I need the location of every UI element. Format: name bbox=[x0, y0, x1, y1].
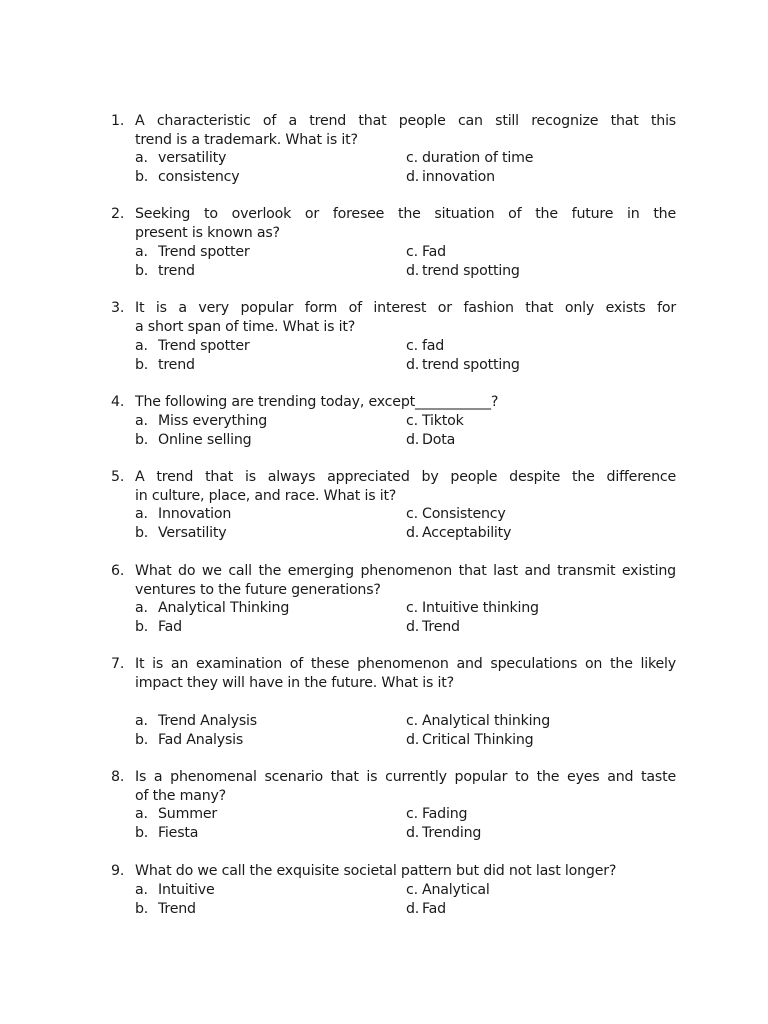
option-d[interactable] bbox=[0, 262, 768, 281]
question-number: 4. bbox=[111, 394, 125, 410]
option-letter: b. bbox=[135, 619, 149, 635]
option-c[interactable] bbox=[0, 599, 768, 618]
option-d[interactable] bbox=[0, 618, 768, 637]
option-text: consistency bbox=[158, 169, 240, 185]
option-letter: b. bbox=[135, 432, 149, 448]
option-letter: b. bbox=[135, 825, 149, 841]
question-stem-line: trend is a trademark. What is it? bbox=[135, 132, 358, 148]
option-letter: d. bbox=[406, 901, 420, 917]
option-letter: c. bbox=[406, 713, 418, 729]
option-letter: c. bbox=[406, 600, 418, 616]
option-text: Fad bbox=[422, 901, 446, 917]
option-letter: a. bbox=[135, 338, 148, 354]
option-d[interactable] bbox=[0, 356, 768, 375]
question-stem-line: What do we call the exquisite societal pattern but did not last longer? bbox=[135, 863, 617, 879]
question-stem-line: in culture, place, and race. What is it? bbox=[135, 488, 397, 504]
option-text: Trending bbox=[422, 825, 482, 841]
option-letter: c. bbox=[406, 882, 418, 898]
option-letter: a. bbox=[135, 244, 148, 260]
question-stem-line: What do we call the emerging phenomenon that last and transmit existing bbox=[135, 563, 676, 579]
option-letter: d. bbox=[406, 732, 420, 748]
option-letter: d. bbox=[406, 525, 420, 541]
option-text: Innovation bbox=[158, 506, 232, 522]
option-letter: c. bbox=[406, 244, 418, 260]
option-text: Fad bbox=[158, 619, 182, 635]
option-text: Summer bbox=[158, 806, 217, 822]
question-number: 9. bbox=[111, 863, 125, 879]
option-text: Intuitive thinking bbox=[422, 600, 539, 616]
option-letter: d. bbox=[406, 169, 420, 185]
option-text: Fading bbox=[422, 806, 468, 822]
option-c[interactable] bbox=[0, 805, 768, 824]
question-stem-line: The following are trending today, except___________? bbox=[135, 394, 499, 410]
question-stem-line: A characteristic of a trend that people can still recognize that this bbox=[135, 113, 676, 129]
question-stem-line: It is an examination of these phenomenon and speculations on the likely bbox=[135, 656, 676, 672]
option-letter: d. bbox=[406, 825, 420, 841]
option-text: trend spotting bbox=[422, 263, 520, 279]
question-stem-line: A trend that is always appreciated by people despite the difference bbox=[135, 469, 676, 485]
option-c[interactable] bbox=[0, 712, 768, 731]
option-text: Trend spotter bbox=[158, 338, 250, 354]
option-letter: a. bbox=[135, 413, 148, 429]
option-d[interactable] bbox=[0, 524, 768, 543]
option-letter: c. bbox=[406, 806, 418, 822]
option-letter: a. bbox=[135, 600, 148, 616]
question-stem-line: present is known as? bbox=[135, 225, 280, 241]
option-text: Intuitive bbox=[158, 882, 215, 898]
option-text: Trend Analysis bbox=[158, 713, 257, 729]
question-number: 8. bbox=[111, 769, 125, 785]
option-letter: a. bbox=[135, 150, 148, 166]
option-letter: b. bbox=[135, 901, 149, 917]
option-c[interactable] bbox=[0, 243, 768, 262]
question-stem-line: of the many? bbox=[135, 788, 227, 804]
option-c[interactable] bbox=[0, 881, 768, 900]
option-text: Trend bbox=[158, 901, 196, 917]
option-text: Fiesta bbox=[158, 825, 199, 841]
option-text: Acceptability bbox=[422, 525, 512, 541]
option-letter: b. bbox=[135, 525, 149, 541]
question-stem-line: Seeking to overlook or foresee the situation of the future in the bbox=[135, 206, 676, 222]
option-text: duration of time bbox=[422, 150, 534, 166]
question-number: 3. bbox=[111, 300, 125, 316]
option-text: Trend spotter bbox=[158, 244, 250, 260]
option-text: Analytical thinking bbox=[422, 713, 551, 729]
option-c[interactable] bbox=[0, 505, 768, 524]
option-text: Dota bbox=[422, 432, 456, 448]
option-c[interactable] bbox=[0, 412, 768, 431]
option-letter: d. bbox=[406, 619, 420, 635]
question-number: 2. bbox=[111, 206, 125, 222]
option-c[interactable] bbox=[0, 337, 768, 356]
question-number: 7. bbox=[111, 656, 125, 672]
option-text: versatility bbox=[158, 150, 227, 166]
option-letter: a. bbox=[135, 506, 148, 522]
question-stem-line: ventures to the future generations? bbox=[135, 582, 381, 598]
question-stem-line: impact they will have in the future. What is it? bbox=[135, 675, 454, 691]
option-letter: c. bbox=[406, 150, 418, 166]
option-text: Trend bbox=[422, 619, 460, 635]
option-letter: b. bbox=[135, 357, 149, 373]
option-text: innovation bbox=[422, 169, 495, 185]
option-letter: d. bbox=[406, 357, 420, 373]
option-text: Miss everything bbox=[158, 413, 268, 429]
option-text: trend bbox=[158, 263, 195, 279]
option-text: Online selling bbox=[158, 432, 252, 448]
option-d[interactable] bbox=[0, 431, 768, 450]
option-letter: a. bbox=[135, 882, 148, 898]
option-d[interactable] bbox=[0, 168, 768, 187]
option-letter: c. bbox=[406, 338, 418, 354]
option-text: Versatility bbox=[158, 525, 227, 541]
option-letter: d. bbox=[406, 432, 420, 448]
option-text: Analytical Thinking bbox=[158, 600, 290, 616]
option-text: fad bbox=[422, 338, 445, 354]
question-stem-line: It is a very popular form of interest or fashion that only exists for bbox=[135, 300, 676, 316]
option-letter: a. bbox=[135, 713, 148, 729]
question-stem-line: Is a phenomenal scenario that is currently popular to the eyes and taste bbox=[135, 769, 676, 785]
option-text: Fad bbox=[422, 244, 446, 260]
option-letter: b. bbox=[135, 263, 149, 279]
option-text: trend bbox=[158, 357, 195, 373]
option-d[interactable] bbox=[0, 824, 768, 843]
option-text: Consistency bbox=[422, 506, 506, 522]
option-text: Tiktok bbox=[422, 413, 464, 429]
option-text: trend spotting bbox=[422, 357, 520, 373]
option-letter: c. bbox=[406, 506, 418, 522]
question-stem-line: a short span of time. What is it? bbox=[135, 319, 356, 335]
option-text: Fad Analysis bbox=[158, 732, 244, 748]
option-d[interactable] bbox=[0, 900, 768, 919]
question-number: 6. bbox=[111, 563, 125, 579]
option-text: Critical Thinking bbox=[422, 732, 534, 748]
option-letter: b. bbox=[135, 169, 149, 185]
option-text: Analytical bbox=[422, 882, 490, 898]
question-number: 5. bbox=[111, 469, 125, 485]
option-letter: a. bbox=[135, 806, 148, 822]
option-letter: c. bbox=[406, 413, 418, 429]
question-number: 1. bbox=[111, 113, 125, 129]
option-letter: d. bbox=[406, 263, 420, 279]
option-d[interactable] bbox=[0, 731, 768, 750]
option-c[interactable] bbox=[0, 149, 768, 168]
option-letter: b. bbox=[135, 732, 149, 748]
